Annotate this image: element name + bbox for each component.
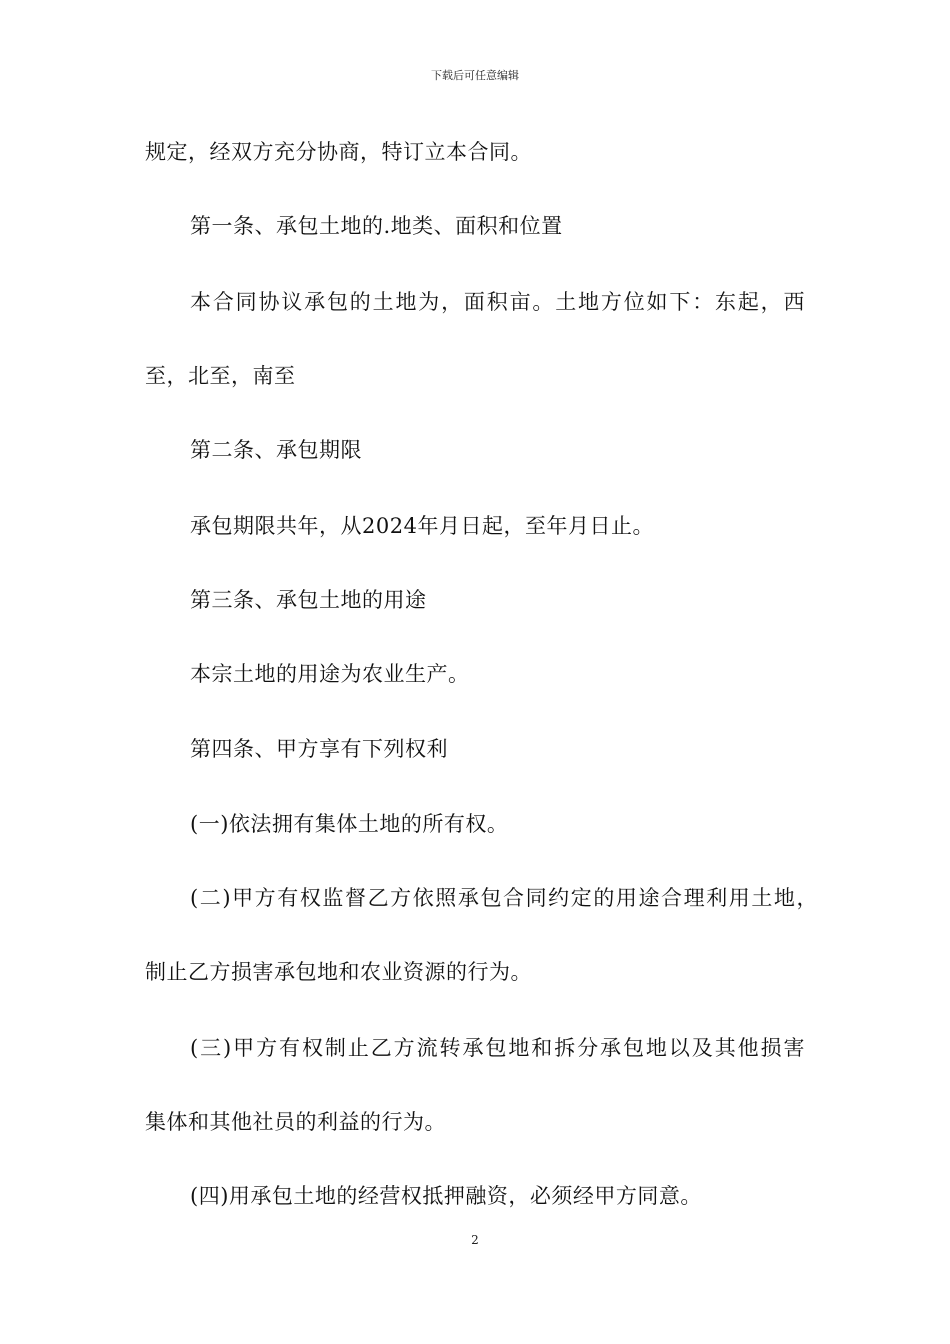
body-line-6: 承包期限共年，从2024年月日起，至年月日止。 <box>190 514 654 538</box>
clause-3-line-1: (三)甲方有权制止乙方流转承包地和拆分承包地以及其他损害 <box>190 1036 805 1060</box>
body-line-4: 至，北至，南至 <box>145 364 296 388</box>
body-line-3: 本合同协议承包的土地为，面积亩。土地方位如下：东起，西 <box>190 290 805 314</box>
clause-4: (四)用承包土地的经营权抵押融资，必须经甲方同意。 <box>190 1184 702 1208</box>
body-line-8: 本宗土地的用途为农业生产。 <box>190 662 470 686</box>
clause-1: (一)依法拥有集体土地的所有权。 <box>190 812 509 836</box>
clause-2-line-1: (二)甲方有权监督乙方依照承包合同约定的用途合理利用土地， <box>190 886 818 910</box>
article-4-heading: 第四条、甲方享有下列权利 <box>190 737 448 761</box>
clause-3-line-2: 集体和其他社员的利益的行为。 <box>145 1110 446 1134</box>
article-3-heading: 第三条、承包土地的用途 <box>190 588 427 612</box>
page-number: 2 <box>471 1233 479 1247</box>
clause-2-line-2: 制止乙方损害承包地和农业资源的行为。 <box>145 960 532 984</box>
article-2-heading: 第二条、承包期限 <box>190 438 362 462</box>
article-1-heading: 第一条、承包土地的.地类、面积和位置 <box>190 214 563 238</box>
page-header-note: 下载后可任意编辑 <box>431 69 519 82</box>
body-line-1: 规定，经双方充分协商，特订立本合同。 <box>145 140 532 164</box>
